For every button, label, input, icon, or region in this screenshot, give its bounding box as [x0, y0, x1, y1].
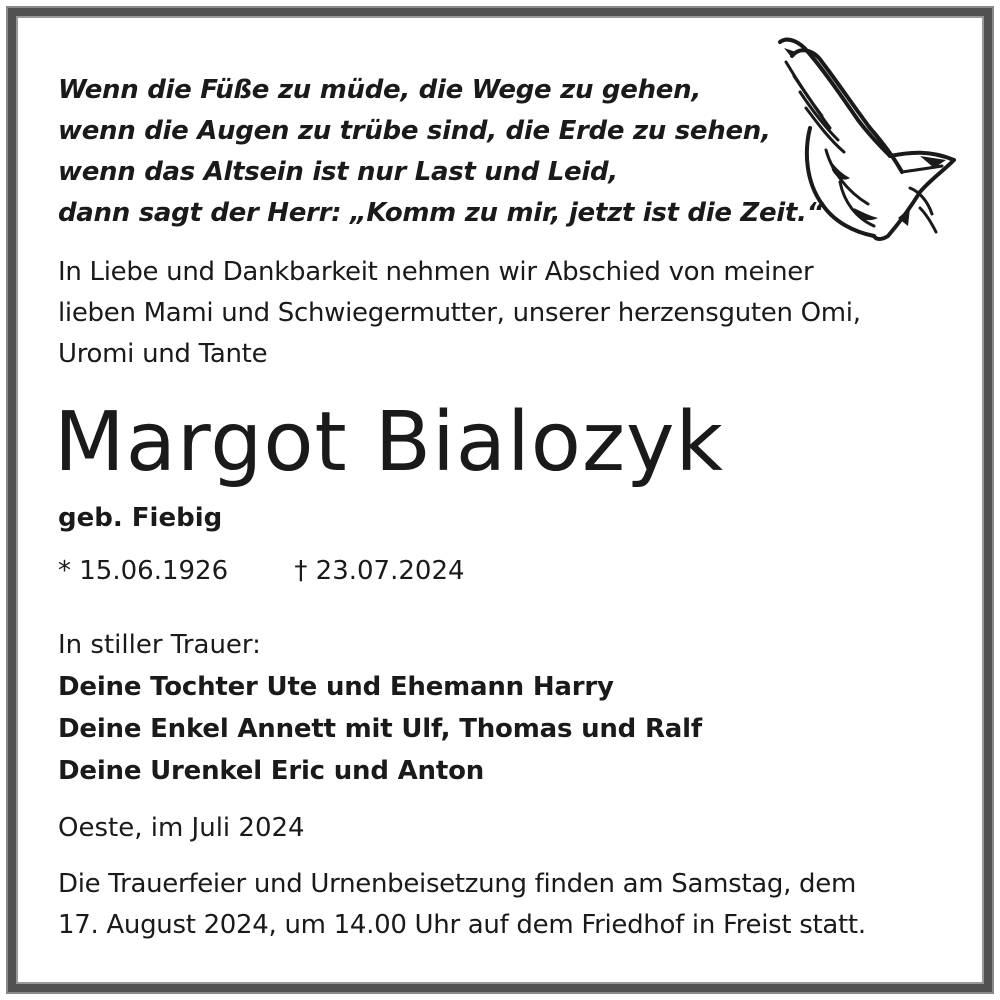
mourner-line: Deine Enkel Annett mit Ulf, Thomas und Ralf — [58, 714, 702, 744]
praying-hands-icon — [770, 32, 965, 247]
funeral-line: Die Trauerfeier und Urnenbeisetzung finden am Samstag, dem — [58, 869, 856, 899]
life-dates — [58, 553, 465, 589]
maiden-name: geb. Fiebig — [58, 503, 223, 533]
funeral-line: 17. August 2024, um 14.00 Uhr auf dem Friedhof in Freist statt. — [58, 910, 866, 940]
poem-line: Wenn die Füße zu müde, die Wege zu gehen, — [58, 75, 701, 105]
intro-line: Uromi und Tante — [58, 339, 268, 369]
mourners-heading: In stiller Trauer: — [58, 630, 261, 660]
poem-line: dann sagt der Herr: „Komm zu mir, jetzt ist die Zeit.“ — [58, 198, 824, 228]
poem-line: wenn die Augen zu trübe sind, die Erde zu sehen, — [58, 116, 771, 146]
place-date: Oeste, im Juli 2024 — [58, 813, 305, 843]
poem-line: wenn das Altsein ist nur Last und Leid, — [58, 157, 618, 187]
birth-date: * 15.06.1926 — [58, 556, 229, 586]
mourner-line: Deine Tochter Ute und Ehemann Harry — [58, 672, 614, 702]
intro-line: lieben Mami und Schwiegermutter, unserer herzensguten Omi, — [58, 298, 861, 328]
death-date: † 23.07.2024 — [294, 556, 465, 586]
funeral-info — [58, 864, 866, 946]
intro-line: In Liebe und Dankbarkeit nehmen wir Abschied von meiner — [58, 257, 814, 287]
deceased-name: Margot Bialozyk — [54, 395, 724, 490]
intro-text — [58, 252, 861, 375]
mourners-block — [58, 624, 702, 792]
poem — [58, 70, 823, 234]
mourner-line: Deine Urenkel Eric und Anton — [58, 756, 485, 786]
